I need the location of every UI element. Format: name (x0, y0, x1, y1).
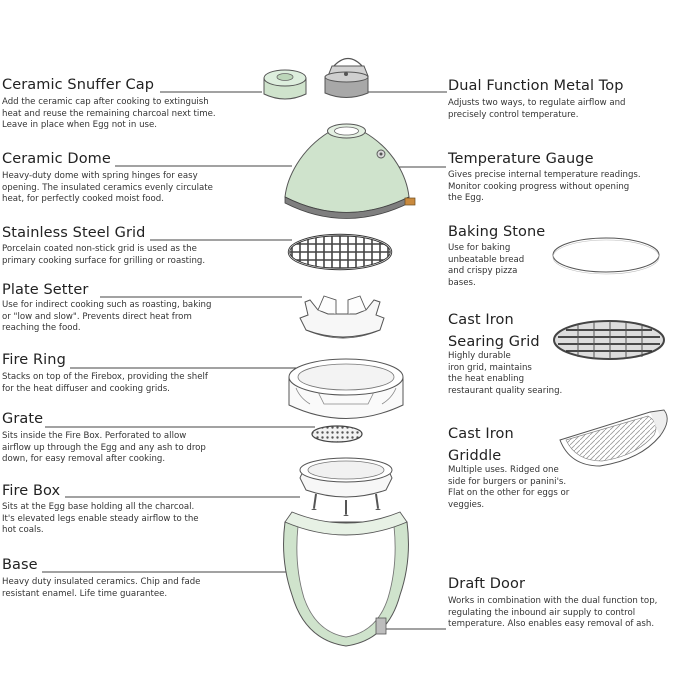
title-dome: Ceramic Dome (2, 151, 111, 167)
desc-stone (448, 243, 524, 289)
desc-line: for the heat diffuser and cooking grids. (2, 383, 170, 394)
desc-line: or "low and slow". Prevents direct heat from (2, 311, 192, 322)
desc-line: heat and reuse the remaining charcoal next time. (2, 108, 216, 119)
desc-line: Heavy duty insulated ceramics. Chip and fade (2, 577, 201, 587)
desc-line: regulating the inbound air supply to control (448, 607, 636, 618)
desc-line: opening. The insulated ceramics evenly circulate (2, 182, 213, 193)
desc-line: restaurant quality searing. (448, 385, 563, 396)
desc-line: veggies. (448, 499, 485, 510)
snuffer-cap-illustration (264, 70, 306, 99)
desc-line: and crispy pizza (448, 266, 518, 277)
plate-setter-illustration (300, 296, 384, 338)
desc-searing (448, 351, 562, 397)
desc-firebox (2, 502, 199, 537)
desc-line: Monitor cooking progress without opening (448, 181, 630, 192)
fire-box-base-illustration (284, 458, 409, 646)
desc-base (2, 577, 200, 600)
title-grate: Grate (2, 411, 44, 427)
desc-line: hot coals. (2, 525, 44, 536)
desc-metaltop (448, 98, 626, 121)
desc-line: Leave in place when Egg not in use. (2, 120, 158, 131)
baking-stone-illustration (553, 238, 659, 274)
desc-line: the Egg. (448, 193, 484, 204)
title-stone: Baking Stone (448, 224, 546, 240)
desc-line: Use for baking (448, 243, 511, 253)
title-metaltop: Dual Function Metal Top (448, 78, 624, 94)
title-setter: Plate Setter (2, 282, 89, 298)
desc-line: Sits at the Egg base holding all the charcoal. (2, 502, 195, 512)
desc-griddle (448, 465, 569, 511)
title-gauge: Temperature Gauge (448, 151, 594, 167)
desc-line: reaching the food. (2, 323, 81, 334)
desc-line: primary cooking surface for grilling or roasting. (2, 255, 206, 266)
title-firebox: Fire Box (2, 483, 61, 499)
desc-dome (2, 171, 213, 206)
desc-grid (2, 244, 205, 267)
desc-line: temperature. Also enables easy removal of ash. (448, 619, 655, 630)
desc-line: Flat on the other for eggs or (448, 488, 570, 499)
desc-line: Sits inside the Fire Box. Perforated to allow (2, 431, 187, 441)
title-searing: Cast Iron Searing Grid (448, 312, 540, 350)
desc-line: Stacks on top of the Firebox, providing the shelf (2, 372, 208, 382)
desc-line: Multiple uses. Ridged one (448, 465, 559, 475)
desc-line: bases. (448, 277, 476, 288)
desc-gauge (448, 170, 641, 205)
desc-line: down, for easy removal after cooking. (2, 454, 166, 465)
desc-line: precisely control temperature. (448, 109, 579, 120)
title-firering: Fire Ring (2, 352, 66, 368)
grate-illustration (312, 426, 362, 442)
desc-line: iron grid, maintains (448, 362, 532, 373)
desc-setter (2, 300, 211, 335)
desc-line: Add the ceramic cap after cooking to extinguish (2, 97, 209, 107)
stainless-grid-illustration (289, 235, 391, 269)
desc-grate (2, 431, 206, 466)
desc-line: Highly durable (448, 351, 511, 361)
desc-line: airflow up through the Egg and any ash to drop (2, 442, 206, 453)
desc-line: Heavy-duty dome with spring hinges for easy (2, 171, 198, 181)
desc-line: heat, for perfectly cooked moist food. (2, 194, 164, 205)
searing-grid-illustration (554, 321, 664, 359)
title-griddle: Cast Iron Griddle (448, 426, 514, 464)
fire-ring-illustration (289, 359, 403, 419)
desc-line: unbeatable bread (448, 254, 525, 265)
desc-draft (448, 596, 657, 631)
desc-line: Works in combination with the dual function top, (448, 596, 658, 606)
ceramic-dome-illustration (285, 124, 415, 219)
metal-top-illustration (325, 59, 368, 98)
desc-line: It's elevated legs enable steady airflow to the (2, 513, 199, 524)
desc-firering (2, 372, 208, 395)
desc-line: Use for indirect cooking such as roasting, baking (2, 300, 212, 310)
desc-line: the heat enabling (448, 374, 525, 385)
desc-line: Porcelain coated non-stick grid is used as the (2, 244, 197, 254)
title-draft: Draft Door (448, 576, 526, 592)
desc-line: Adjusts two ways, to regulate airflow and (448, 98, 626, 108)
desc-snuffer (2, 97, 216, 132)
desc-line: side for burgers or panini's. (448, 476, 567, 487)
title-snuffer: Ceramic Snuffer Cap (2, 77, 155, 93)
title-grid: Stainless Steel Grid (2, 225, 146, 241)
desc-line: Gives precise internal temperature readings. (448, 170, 641, 180)
title-base: Base (2, 557, 38, 573)
desc-line: resistant enamel. Life time guarantee. (2, 588, 168, 599)
griddle-illustration (560, 410, 667, 466)
